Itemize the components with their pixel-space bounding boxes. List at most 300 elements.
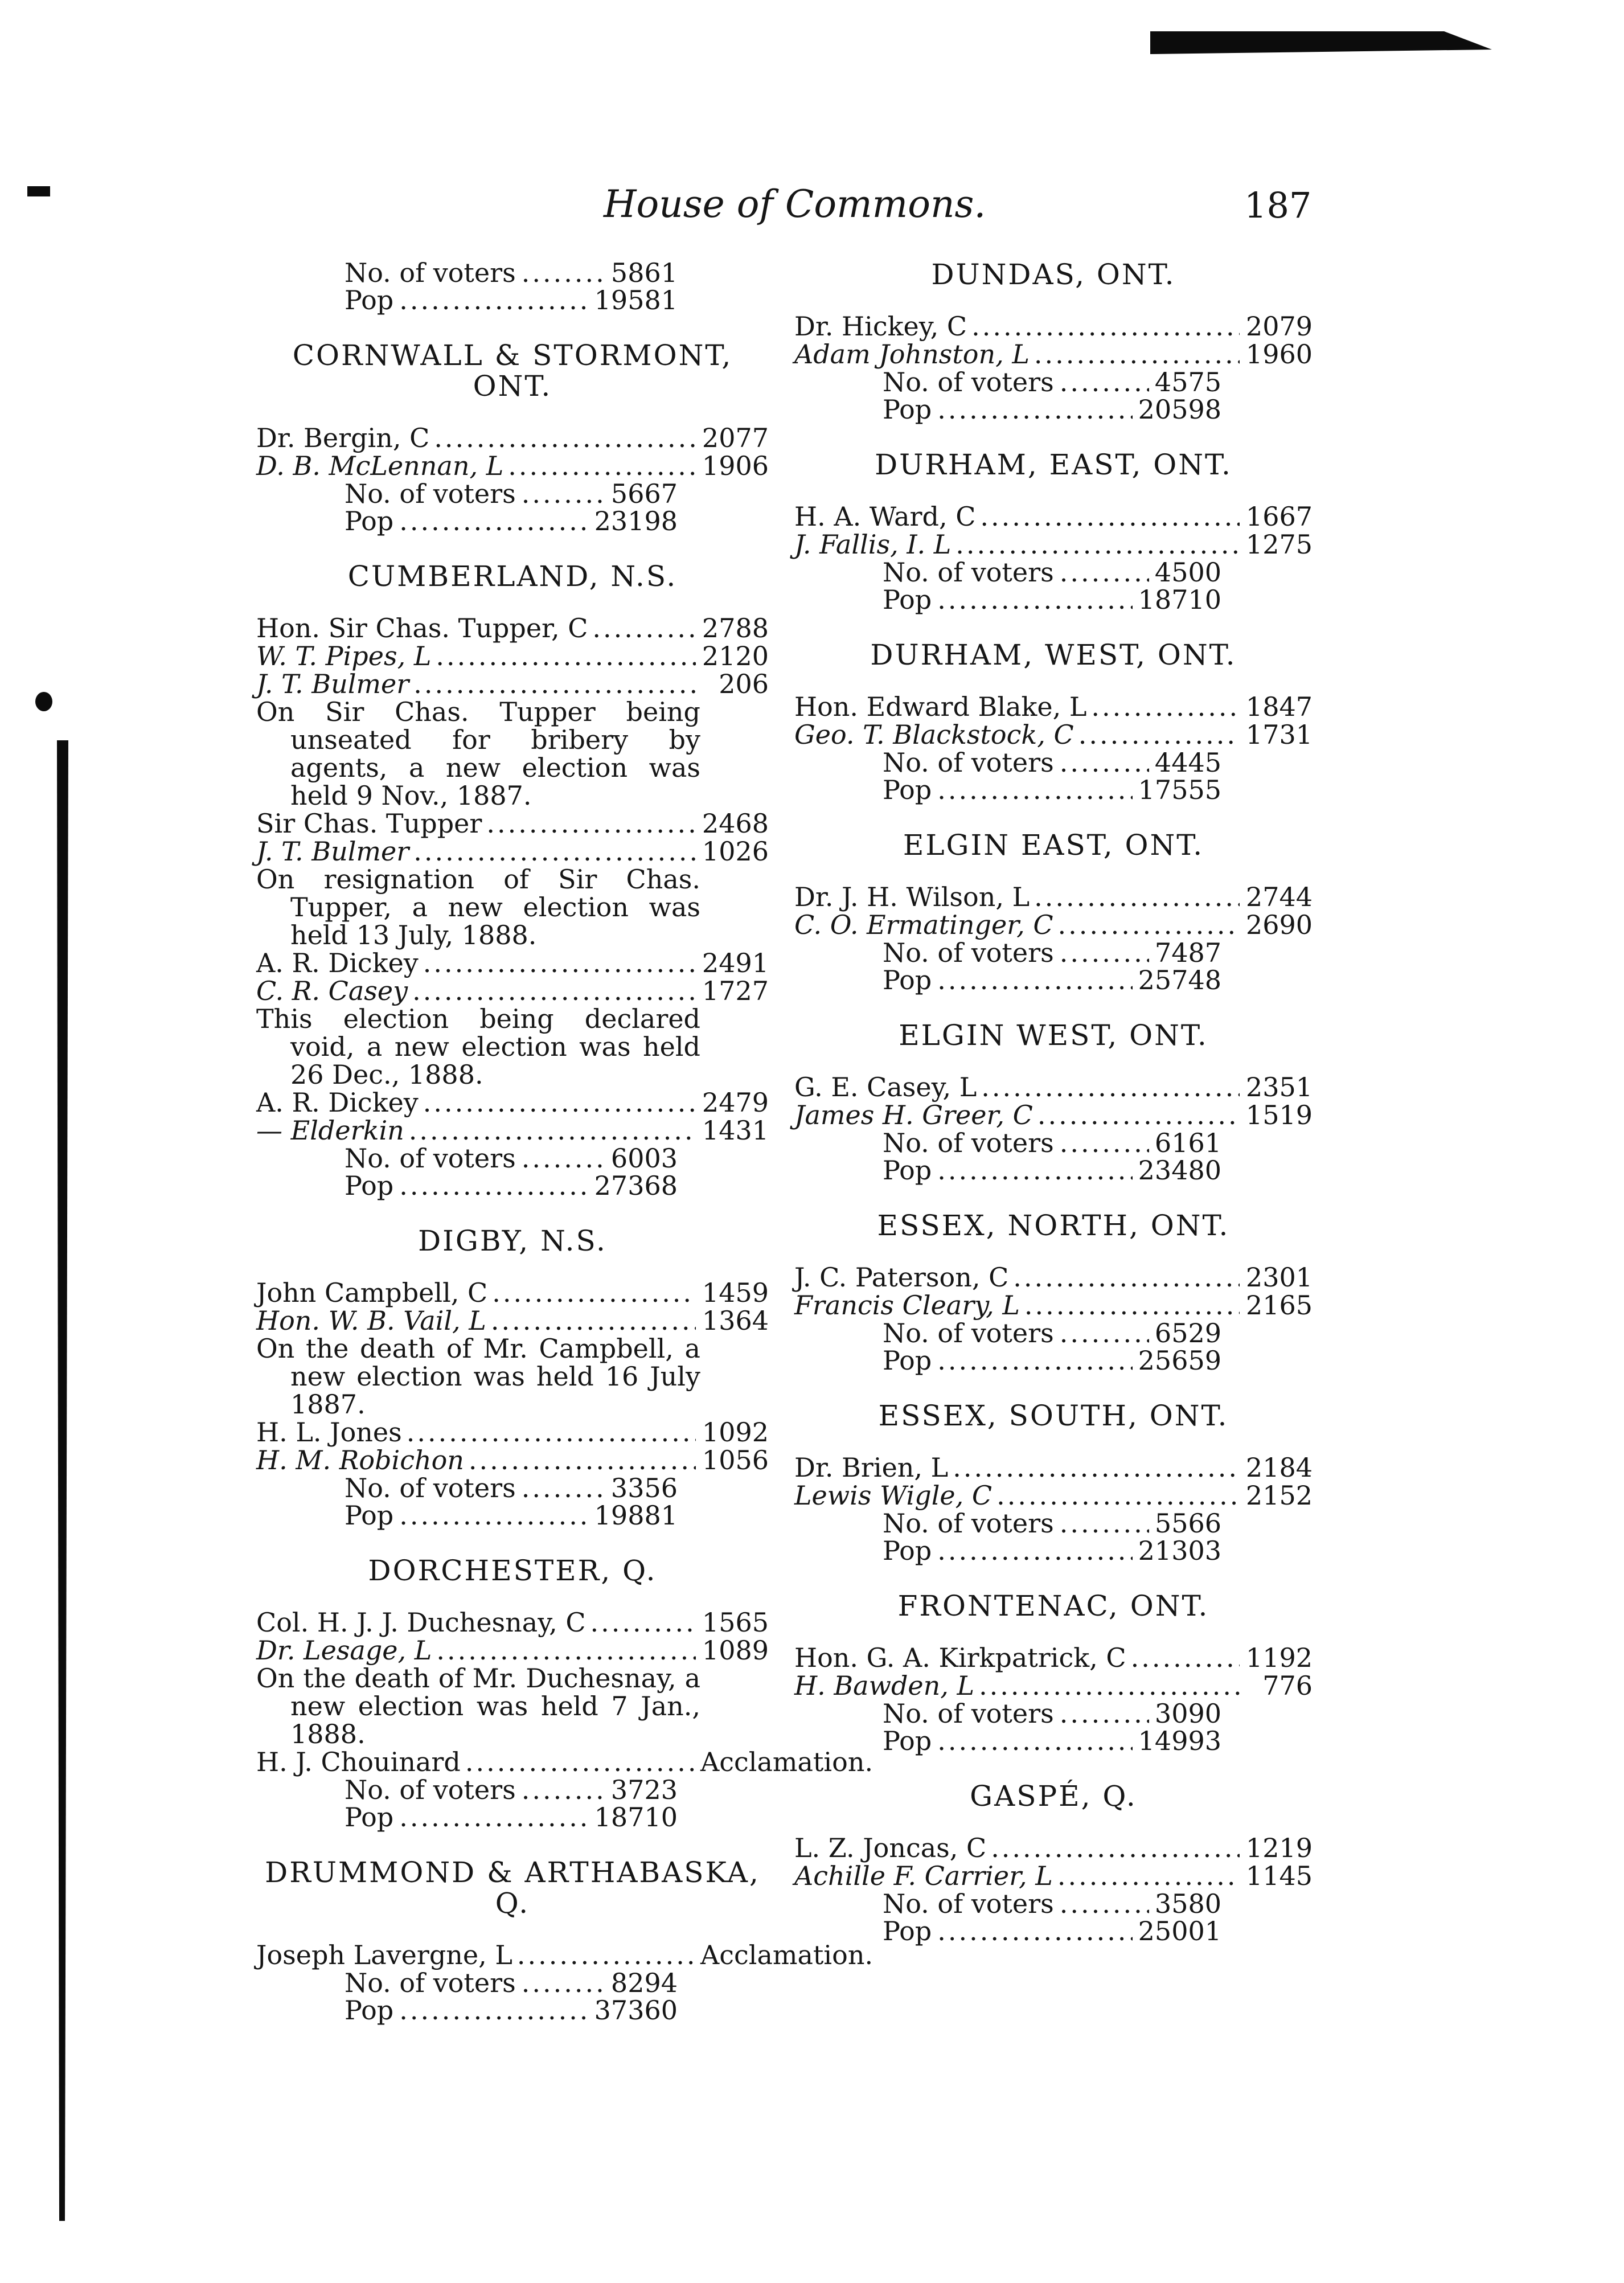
leader-dots (937, 776, 1132, 804)
constituency-block (794, 1591, 1313, 1755)
constituency-title: GASPÉ, Q. (970, 1780, 1137, 1813)
stat-value: 14993 (1138, 1725, 1221, 1756)
stat-label: Pop (345, 1170, 394, 1201)
leader-dots (937, 1917, 1132, 1945)
constituency-block (794, 1210, 1313, 1374)
vote-count: 1731 (1245, 719, 1313, 750)
leader-dots (491, 1307, 696, 1335)
leader-dots (407, 1419, 696, 1446)
candidate-row (794, 693, 1313, 721)
vote-count: 1459 (702, 1277, 769, 1308)
leader-dots (1060, 749, 1149, 776)
constituency-block (794, 830, 1313, 994)
stat-row (794, 1537, 1313, 1564)
leader-dots (1060, 1700, 1149, 1727)
candidate-name: Geo. T. Blackstock, C (794, 719, 1074, 750)
stat-value: 6529 (1154, 1318, 1221, 1349)
stat-label: Pop (345, 506, 394, 536)
scan-blot-top (1150, 31, 1492, 54)
stat-row (256, 1172, 769, 1199)
candidate-row (256, 977, 769, 1005)
vote-count: 2152 (1245, 1480, 1313, 1511)
candidate-row (256, 670, 769, 698)
leader-dots (590, 1609, 696, 1637)
candidate-name: Dr. J. H. Wilson, L (794, 882, 1030, 912)
stat-label: Pop (883, 1725, 932, 1756)
candidate-name: A. R. Dickey (256, 948, 419, 978)
leader-dots (1034, 341, 1240, 368)
constituency-block (256, 1856, 873, 2026)
candidate-row (794, 1482, 1313, 1510)
constituency-title: DUNDAS, ONT. (931, 258, 1176, 291)
constituency-title: CUMBERLAND, N.S. (347, 560, 678, 593)
stat-value: 3723 (610, 1774, 678, 1805)
constituency-block (256, 259, 769, 314)
stat-label: No. of voters (345, 1143, 516, 1174)
stat-row (794, 1347, 1313, 1374)
candidate-row (794, 721, 1313, 749)
vote-count: 1565 (702, 1607, 769, 1638)
constituency-title: DRUMMOND & ARTHABASKA, Q. (265, 1856, 760, 1920)
stat-row (794, 1319, 1313, 1347)
constituency-block (256, 1225, 769, 1529)
candidate-name: Col. H. J. J. Duchesnay, C (256, 1607, 586, 1638)
vote-count: 1092 (702, 1417, 769, 1448)
leader-dots (1024, 1292, 1240, 1319)
stat-label: No. of voters (883, 367, 1054, 397)
stat-label: No. of voters (883, 937, 1054, 968)
stat-label: Pop (345, 1802, 394, 1833)
stat-row (794, 1700, 1313, 1727)
stat-row (256, 480, 769, 507)
leader-dots (937, 1347, 1132, 1374)
stat-row (794, 1157, 1313, 1184)
stat-label: Pop (345, 1500, 394, 1531)
leader-dots (1060, 559, 1149, 586)
candidate-row (794, 1862, 1313, 1890)
constituency-block (794, 1400, 1313, 1564)
candidate-row (256, 1940, 873, 1970)
stat-value: 18710 (594, 1802, 678, 1833)
candidate-name: — Elderkin (256, 1115, 404, 1146)
leader-dots (399, 1804, 588, 1831)
vote-count: 2744 (1245, 882, 1313, 912)
constituency-title: ESSEX, SOUTH, ONT. (878, 1399, 1229, 1432)
stat-label: Pop (883, 1345, 932, 1376)
stat-value: 3580 (1154, 1888, 1221, 1919)
leader-dots (423, 1089, 696, 1117)
leader-dots (399, 286, 588, 314)
stat-row (794, 586, 1313, 613)
stat-label: No. of voters (345, 1968, 516, 1998)
leader-dots (1060, 1129, 1149, 1157)
stat-label: Pop (345, 1995, 394, 2026)
candidate-name: L. Z. Joncas, C (794, 1833, 987, 1863)
stat-row (794, 939, 1313, 966)
candidate-name: H. M. Robichon (256, 1445, 464, 1475)
constituency-title: DIGBY, N.S. (418, 1224, 607, 1257)
candidate-row (794, 531, 1313, 559)
stat-row (794, 966, 1313, 994)
candidate-name: Joseph Lavergne, L (256, 1940, 512, 1970)
candidate-row (256, 1117, 769, 1145)
stat-row (794, 559, 1313, 586)
leader-dots (1060, 1890, 1149, 1917)
candidate-name: H. L. Jones (256, 1417, 402, 1448)
candidate-name: A. R. Dickey (256, 1087, 419, 1118)
leader-dots (1058, 911, 1240, 939)
stat-row (794, 368, 1313, 396)
constituency-block (794, 640, 1313, 804)
candidate-name: James H. Greer, C (794, 1100, 1033, 1130)
candidate-name: Francis Cleary, L (794, 1290, 1020, 1321)
stat-value: 21303 (1138, 1535, 1221, 1566)
leader-dots (399, 507, 588, 535)
election-note: On the death of Mr. Duchesnay, a new election was held 7 Jan., 1888. (256, 1663, 700, 1749)
leader-dots (399, 1502, 588, 1529)
candidate-row (256, 1419, 769, 1446)
candidate-name: D. B. McLennan, L (256, 450, 504, 481)
leader-dots (522, 1145, 605, 1172)
stat-label: No. of voters (883, 1508, 1054, 1539)
vote-count: 1364 (702, 1305, 769, 1336)
stat-value: 5861 (610, 257, 678, 288)
constituency-block (256, 561, 769, 1199)
stat-row (794, 1510, 1313, 1537)
stat-label: No. of voters (345, 478, 516, 509)
leader-dots (1131, 1644, 1240, 1672)
constituency-title: ELGIN WEST, ONT. (899, 1019, 1208, 1052)
leader-dots (937, 966, 1132, 994)
stat-label: Pop (883, 584, 932, 615)
running-header (0, 182, 1624, 245)
leader-dots (1037, 1101, 1240, 1129)
stat-label: Pop (883, 965, 932, 995)
leader-dots (1057, 1862, 1240, 1890)
candidate-row (256, 1279, 769, 1307)
candidate-name: Dr. Bergin, C (256, 423, 430, 453)
stat-row (256, 1145, 769, 1172)
constituency-title: DURHAM, WEST, ONT. (870, 638, 1237, 671)
stat-label: No. of voters (345, 1473, 516, 1503)
stat-row (256, 286, 769, 314)
leader-dots (492, 1279, 696, 1307)
stat-label: No. of voters (883, 1888, 1054, 1919)
stat-label: No. of voters (883, 1698, 1054, 1729)
stat-label: Pop (883, 1916, 932, 1946)
leader-dots (937, 1727, 1132, 1755)
leader-dots (980, 503, 1240, 531)
stat-value: 4575 (1154, 367, 1221, 397)
candidate-row (794, 503, 1313, 531)
constituency-block (794, 449, 1313, 613)
candidate-row (256, 1747, 873, 1777)
candidate-name: John Campbell, C (256, 1277, 488, 1308)
stat-value: 23480 (1138, 1155, 1221, 1186)
leader-dots (592, 614, 696, 642)
constituency-title: DORCHESTER, Q. (368, 1554, 657, 1587)
candidate-row (794, 341, 1313, 368)
page-number: 187 (1244, 185, 1312, 226)
candidate-row (794, 1292, 1313, 1319)
page-title: House of Commons. (604, 182, 986, 226)
candidate-row (256, 838, 769, 866)
candidate-row (256, 1446, 769, 1474)
leader-dots (409, 1117, 696, 1145)
leader-dots (996, 1482, 1240, 1510)
leader-dots (522, 1776, 605, 1804)
leader-dots (522, 1969, 605, 1997)
vote-count: 1906 (702, 450, 769, 481)
constituency-title: DURHAM, EAST, ONT. (875, 448, 1232, 481)
leader-dots (436, 1637, 696, 1665)
leader-dots (413, 838, 696, 866)
candidate-name: G. E. Casey, L (794, 1072, 977, 1102)
stat-row (256, 1474, 769, 1502)
vote-count: 1275 (1245, 529, 1313, 560)
candidate-row (794, 313, 1313, 341)
leader-dots (434, 424, 696, 452)
candidate-row (256, 1307, 769, 1335)
leader-dots (1060, 1510, 1149, 1537)
leader-dots (412, 977, 696, 1005)
leader-dots (1091, 693, 1240, 721)
vote-count: 2468 (702, 808, 769, 839)
stat-value: 20598 (1138, 394, 1221, 425)
stat-value: 17555 (1138, 774, 1221, 805)
constituency-block (794, 1781, 1313, 1945)
leader-dots (399, 1997, 588, 2024)
leader-dots (1078, 721, 1240, 749)
leader-dots (937, 586, 1132, 613)
vote-count: 2120 (702, 641, 769, 671)
candidate-row (256, 424, 769, 452)
stat-row (256, 259, 769, 286)
stat-value: 23198 (594, 506, 678, 536)
stat-label: No. of voters (345, 257, 516, 288)
vote-count: 2165 (1245, 1290, 1313, 1321)
candidate-row (794, 1073, 1313, 1101)
leader-dots (508, 452, 696, 480)
stat-value: 19581 (594, 285, 678, 315)
election-note: On Sir Chas. Tupper being unseated for bribery by agents, a new election was held 9 Nov., 1887. (256, 696, 700, 811)
vote-count: 2077 (702, 423, 769, 453)
leader-dots (937, 396, 1132, 423)
stat-row (256, 1776, 769, 1804)
stat-value: 7487 (1154, 937, 1221, 968)
candidate-name: H. J. Chouinard (256, 1747, 461, 1777)
stat-value: 8294 (610, 1968, 678, 1998)
candidate-row (794, 1834, 1313, 1862)
candidate-row (256, 810, 769, 838)
stat-row (794, 1129, 1313, 1157)
vote-count: 776 (1262, 1670, 1313, 1701)
constituency-block (794, 259, 1313, 423)
leader-dots (522, 1474, 605, 1502)
candidate-row (794, 1101, 1313, 1129)
leader-dots (1034, 883, 1240, 911)
stat-label: Pop (883, 1155, 932, 1186)
candidate-row (256, 614, 769, 642)
leader-dots (522, 480, 605, 507)
candidate-name: Hon. G. A. Kirkpatrick, C (794, 1642, 1126, 1673)
candidate-row (256, 949, 769, 977)
stat-label: No. of voters (883, 557, 1054, 588)
election-note: On the death of Mr. Campbell, a new election was held 16 July 1887. (256, 1333, 700, 1420)
vote-count: 1056 (702, 1445, 769, 1475)
vote-count: 1847 (1245, 691, 1313, 722)
candidate-row (794, 883, 1313, 911)
stat-row (794, 1917, 1313, 1945)
leader-dots (953, 1454, 1240, 1482)
candidate-row (256, 1089, 769, 1117)
stat-row (794, 1890, 1313, 1917)
stat-row (794, 749, 1313, 776)
candidate-row (794, 1644, 1313, 1672)
leader-dots (937, 1537, 1132, 1564)
scan-edge-line (57, 740, 68, 2221)
vote-count: Acclamation. (700, 1940, 873, 1970)
candidate-name: H. A. Ward, C (794, 501, 976, 532)
candidate-name: Hon. Edward Blake, L (794, 691, 1087, 722)
stat-value: 25748 (1138, 965, 1221, 995)
stat-row (794, 776, 1313, 804)
candidate-row (256, 1637, 769, 1665)
leader-dots (465, 1748, 696, 1776)
stat-row (256, 1502, 769, 1529)
candidate-name: Adam Johnston, L (794, 339, 1030, 370)
vote-count: 1960 (1245, 339, 1313, 370)
constituency-title: ELGIN EAST, ONT. (903, 829, 1204, 862)
vote-count: 1089 (702, 1635, 769, 1666)
stat-label: Pop (345, 285, 394, 315)
candidate-name: Achille F. Carrier, L (794, 1860, 1053, 1891)
vote-count: 1026 (702, 836, 769, 867)
candidate-name: J. Fallis, I. L (794, 529, 952, 560)
candidate-row (794, 1454, 1313, 1482)
candidate-row (256, 1609, 769, 1637)
stat-row (256, 1804, 769, 1831)
leader-dots (486, 810, 696, 838)
candidate-name: Dr. Lesage, L (256, 1635, 432, 1666)
constituency-block (794, 1020, 1313, 1184)
stat-value: 5667 (610, 478, 678, 509)
candidate-name: W. T. Pipes, L (256, 641, 432, 671)
scan-mark-left-2 (35, 692, 52, 711)
leader-dots (991, 1834, 1240, 1862)
vote-count: 2479 (702, 1087, 769, 1118)
vote-count: 206 (719, 669, 769, 699)
election-note: This election being declared void, a new election was held 26 Dec., 1888. (256, 1003, 700, 1090)
stat-value: 37360 (594, 1995, 678, 2026)
vote-count: 2788 (702, 613, 769, 643)
stat-label: No. of voters (883, 1128, 1054, 1158)
leader-dots (955, 531, 1240, 559)
candidate-name: J. T. Bulmer (256, 669, 409, 699)
stat-value: 6161 (1154, 1128, 1221, 1158)
stat-label: Pop (883, 394, 932, 425)
candidate-name: H. Bawden, L (794, 1670, 975, 1701)
candidate-name: Hon. W. B. Vail, L (256, 1305, 486, 1336)
candidate-name: C. R. Casey (256, 975, 408, 1006)
leader-dots (1060, 939, 1149, 966)
stat-label: No. of voters (345, 1774, 516, 1805)
leader-dots (399, 1172, 588, 1199)
candidate-name: J. C. Paterson, C (794, 1262, 1009, 1293)
column-right (794, 259, 1313, 1971)
leader-dots (436, 642, 696, 670)
constituency-block (256, 1554, 873, 1833)
stat-value: 25659 (1138, 1345, 1221, 1376)
stat-label: Pop (883, 1535, 932, 1566)
vote-count: 2351 (1245, 1072, 1313, 1102)
stat-label: Pop (883, 774, 932, 805)
stat-value: 4500 (1154, 557, 1221, 588)
stat-value: 3090 (1154, 1698, 1221, 1729)
leader-dots (1060, 368, 1149, 396)
leader-dots (469, 1446, 696, 1474)
stat-label: No. of voters (883, 747, 1054, 778)
candidate-name: Dr. Brien, L (794, 1452, 949, 1483)
constituency-title: CORNWALL & STORMONT, ONT. (292, 339, 733, 403)
candidate-row (256, 642, 769, 670)
vote-count: 2184 (1245, 1452, 1313, 1483)
stat-row (794, 396, 1313, 423)
candidate-name: Dr. Hickey, C (794, 311, 967, 342)
stat-value: 5566 (1154, 1508, 1221, 1539)
candidate-name: J. T. Bulmer (256, 836, 409, 867)
vote-count: 1145 (1245, 1860, 1313, 1891)
vote-count: 2079 (1245, 311, 1313, 342)
candidate-row (794, 1264, 1313, 1292)
stat-value: 19881 (594, 1500, 678, 1531)
stat-row (256, 1997, 769, 2024)
constituency-block (256, 340, 769, 535)
stat-label: No. of voters (883, 1318, 1054, 1349)
stat-value: 3356 (610, 1473, 678, 1503)
vote-count: 1667 (1245, 501, 1313, 532)
candidate-name: Lewis Wigle, C (794, 1480, 993, 1511)
leader-dots (979, 1672, 1240, 1700)
vote-count: 1219 (1245, 1833, 1313, 1863)
candidate-name: C. O. Ermatinger, C (794, 909, 1053, 940)
vote-count: 2301 (1245, 1262, 1313, 1293)
candidate-name: Sir Chas. Tupper (256, 808, 482, 839)
leader-dots (413, 670, 696, 698)
vote-count: 1192 (1245, 1642, 1313, 1673)
stat-row (256, 1969, 769, 1997)
vote-count: Acclamation. (700, 1747, 873, 1777)
stat-value: 25001 (1138, 1916, 1221, 1946)
stat-value: 4445 (1154, 747, 1221, 778)
leader-dots (423, 949, 696, 977)
leader-dots (1060, 1319, 1149, 1347)
vote-count: 2690 (1245, 909, 1313, 940)
constituency-title: ESSEX, NORTH, ONT. (877, 1209, 1230, 1242)
leader-dots (981, 1073, 1240, 1101)
leader-dots (1013, 1264, 1240, 1292)
election-note: On resignation of Sir Chas. Tupper, a new election was held 13 July, 1888. (256, 864, 700, 950)
vote-count: 1431 (702, 1115, 769, 1146)
stat-value: 6003 (610, 1143, 678, 1174)
leader-dots (517, 1941, 696, 1969)
vote-count: 1519 (1245, 1100, 1313, 1130)
stat-row (794, 1727, 1313, 1755)
leader-dots (937, 1157, 1132, 1184)
leader-dots (971, 313, 1240, 341)
candidate-row (256, 452, 769, 480)
stat-row (256, 507, 769, 535)
